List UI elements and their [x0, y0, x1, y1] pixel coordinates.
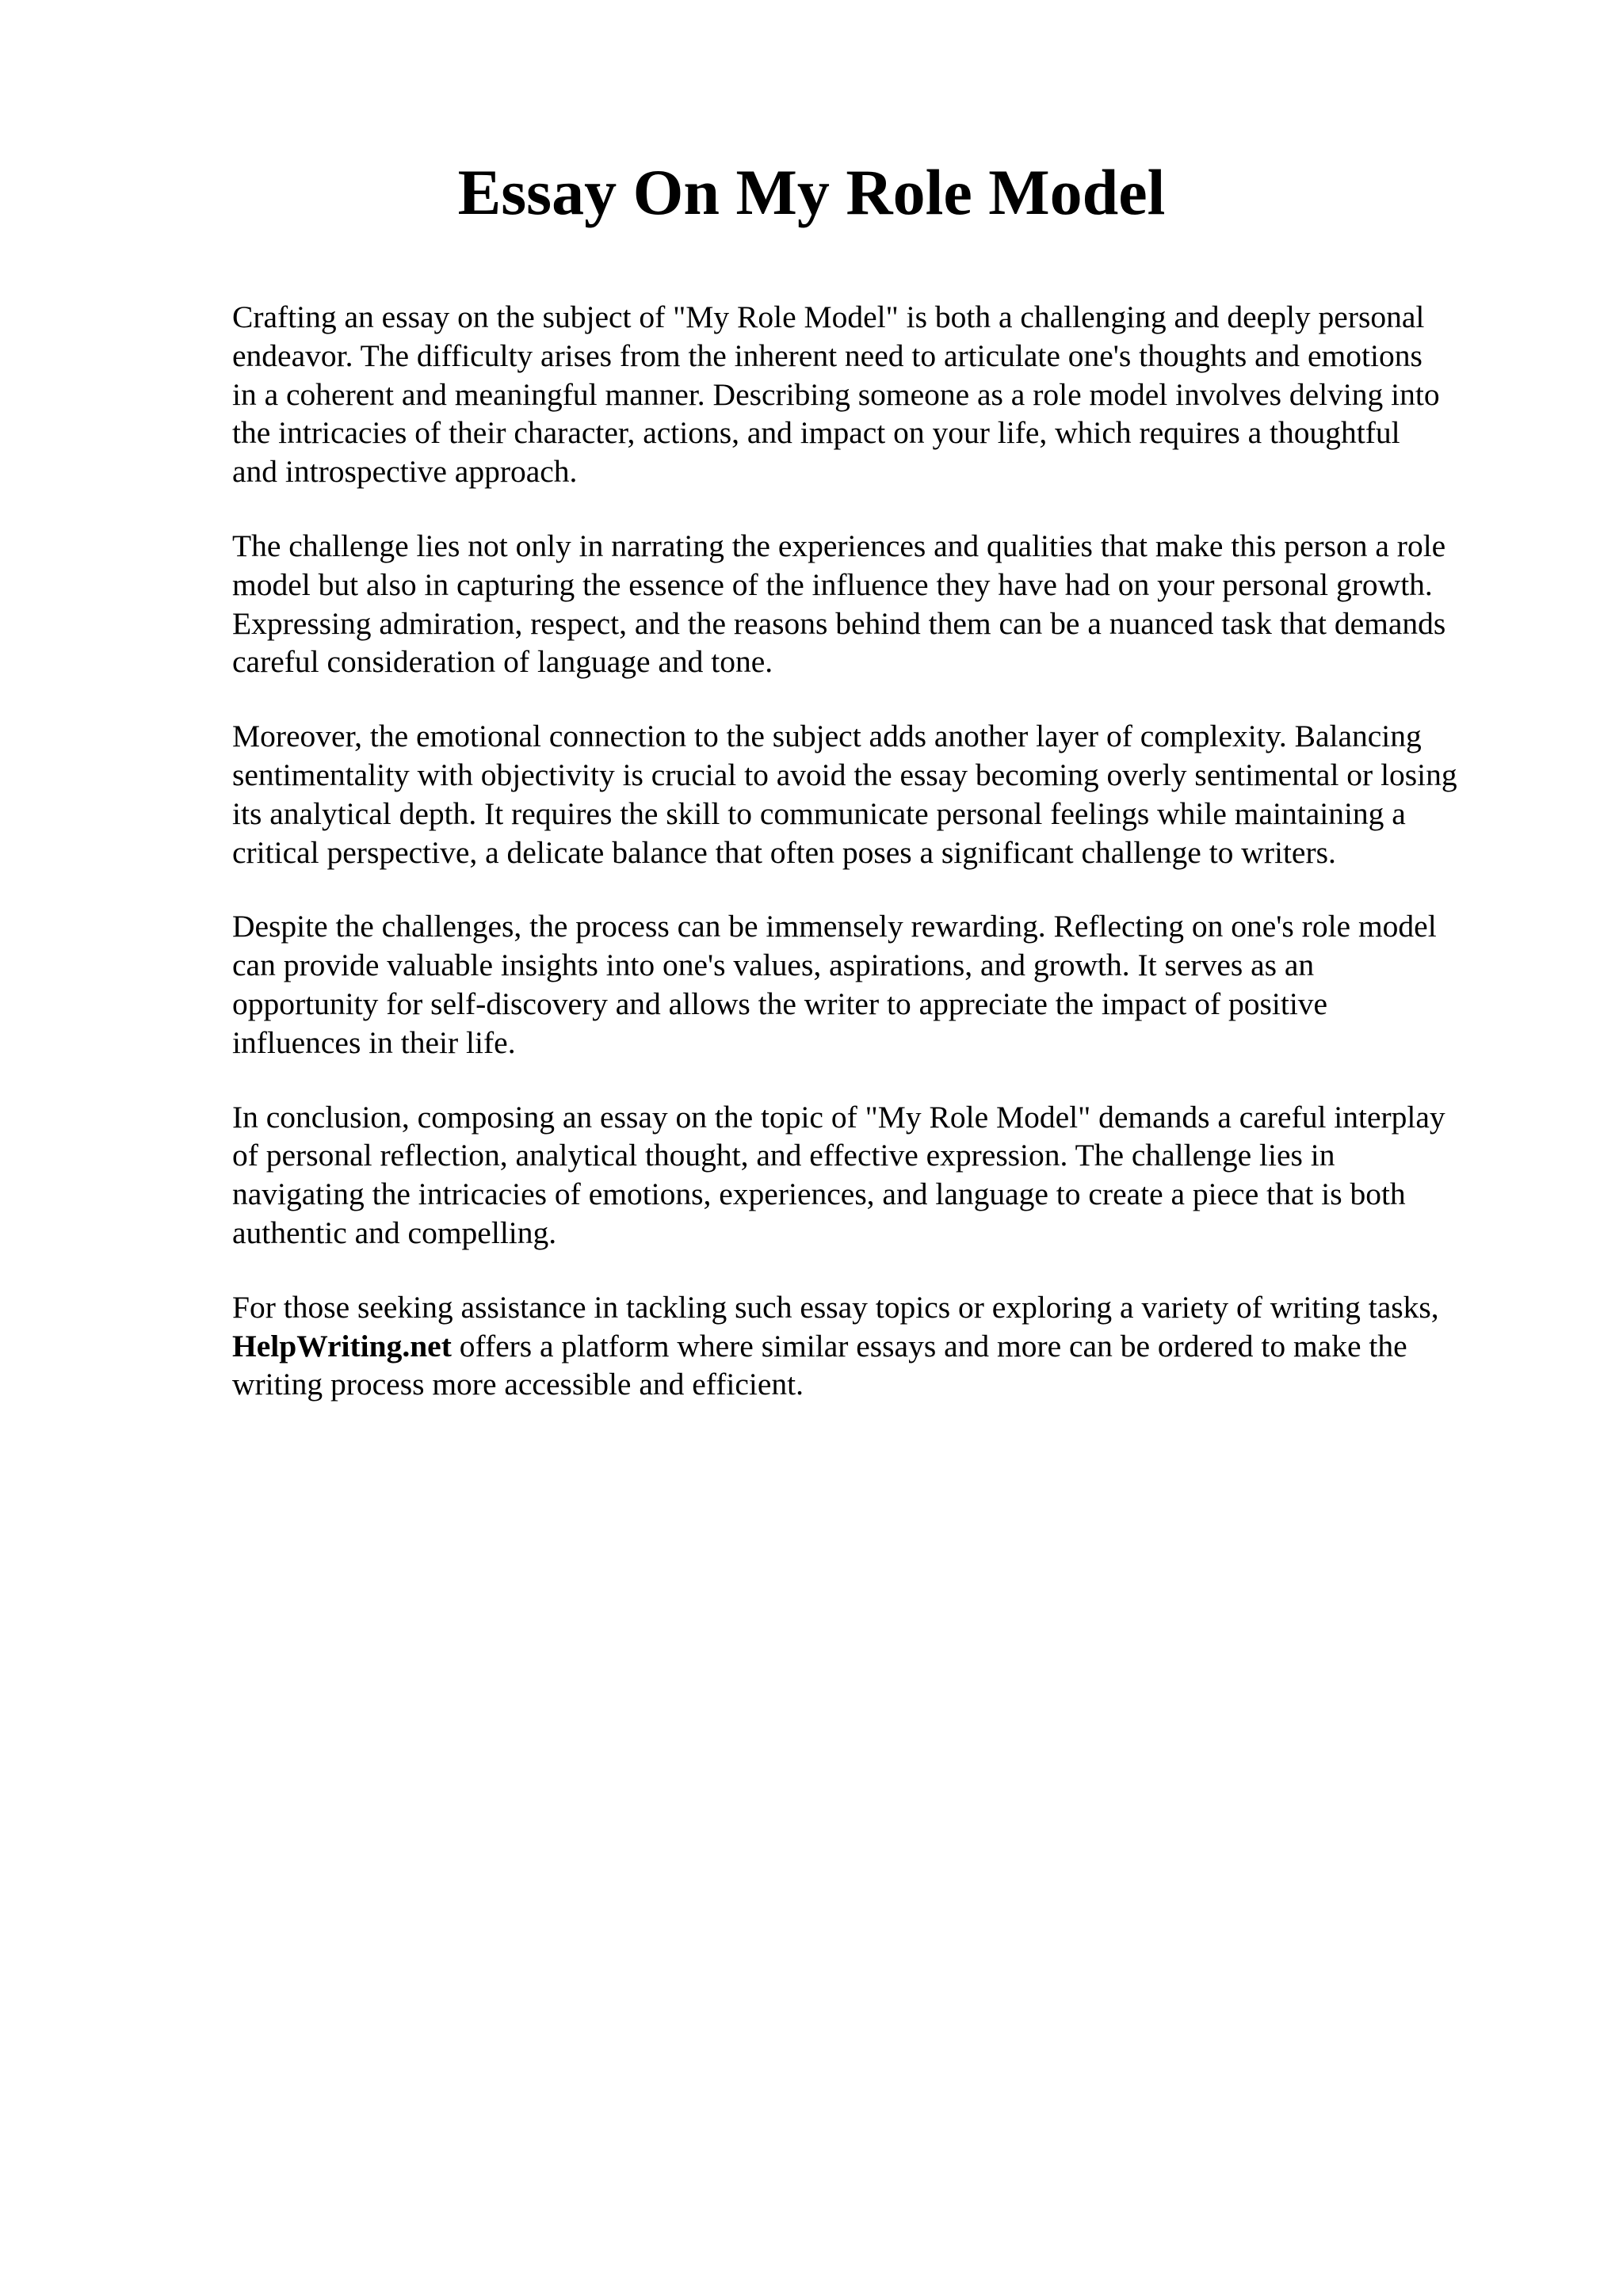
paragraph-line: critical perspective, a delicate balance that often poses a significant challenge to writers.	[232, 834, 1336, 870]
paragraph-line: influences in their life.	[232, 1024, 516, 1060]
paragraph-line: its analytical depth. It requires the skill to communicate personal feelings while maintaining a	[232, 795, 1406, 831]
brand-name: HelpWriting.net	[232, 1328, 452, 1363]
paragraph-line: Despite the challenges, the process can be immensely rewarding. Reflecting on one's role model	[232, 909, 1437, 944]
paragraph-line: Expressing admiration, respect, and the reasons behind them can be a nuanced task that demands	[232, 605, 1446, 641]
paragraph-line: the intricacies of their character, actions, and impact on your life, which requires a thoughtful	[232, 415, 1400, 451]
paragraph-line: model but also in capturing the essence of the influence they have had on your personal growth.	[232, 566, 1433, 602]
essay-body	[232, 298, 1516, 1440]
paragraph-line: Moreover, the emotional connection to the subject adds another layer of complexity. Balancing	[232, 719, 1422, 754]
paragraph-line: in a coherent and meaningful manner. Describing someone as a role model involves delving into	[232, 376, 1440, 412]
paragraph-line: endeavor. The difficulty arises from the inherent need to articulate one's thoughts and emotions	[232, 338, 1423, 373]
closing-paragraph	[232, 1288, 1516, 1404]
paragraph-line: navigating the intricacies of emotions, experiences, and language to create a piece that is both	[232, 1177, 1406, 1212]
paragraph-4	[232, 907, 1516, 1062]
paragraph-5	[232, 1098, 1516, 1253]
paragraph-line: can provide valuable insights into one's values, aspirations, and growth. It serves as an	[232, 948, 1315, 983]
paragraph-line: The challenge lies not only in narrating the experiences and qualities that make this person a role	[232, 528, 1446, 563]
paragraph-2	[232, 527, 1516, 681]
paragraph-line: writing process more accessible and efficient.	[232, 1367, 804, 1402]
paragraph-line: sentimentality with objectivity is crucial to avoid the essay becoming overly sentimental or losing	[232, 757, 1457, 792]
paragraph-1	[232, 298, 1516, 491]
paragraph-line: of personal reflection, analytical thought, and effective expression. The challenge lies in	[232, 1138, 1335, 1173]
paragraph-line: and introspective approach.	[232, 454, 578, 490]
closing-line-rest: offers a platform where similar essays and more can be ordered to make the	[451, 1328, 1407, 1363]
paragraph-line: opportunity for self-discovery and allows the writer to appreciate the impact of positive	[232, 986, 1328, 1021]
paragraph-line: In conclusion, composing an essay on the topic of "My Role Model" demands a careful interplay	[232, 1099, 1445, 1135]
paragraph-line	[232, 1327, 1516, 1366]
document-title: Essay On My Role Model	[457, 156, 1166, 228]
paragraph-line: authentic and compelling.	[232, 1215, 557, 1250]
paragraph-line: Crafting an essay on the subject of "My Role Model" is both a challenging and deeply personal	[232, 299, 1425, 334]
paragraph-3	[232, 717, 1516, 871]
paragraph-line: careful consideration of language and tone.	[232, 644, 773, 680]
paragraph-line: For those seeking assistance in tackling such essay topics or exploring a variety of writing tasks,	[232, 1289, 1439, 1325]
